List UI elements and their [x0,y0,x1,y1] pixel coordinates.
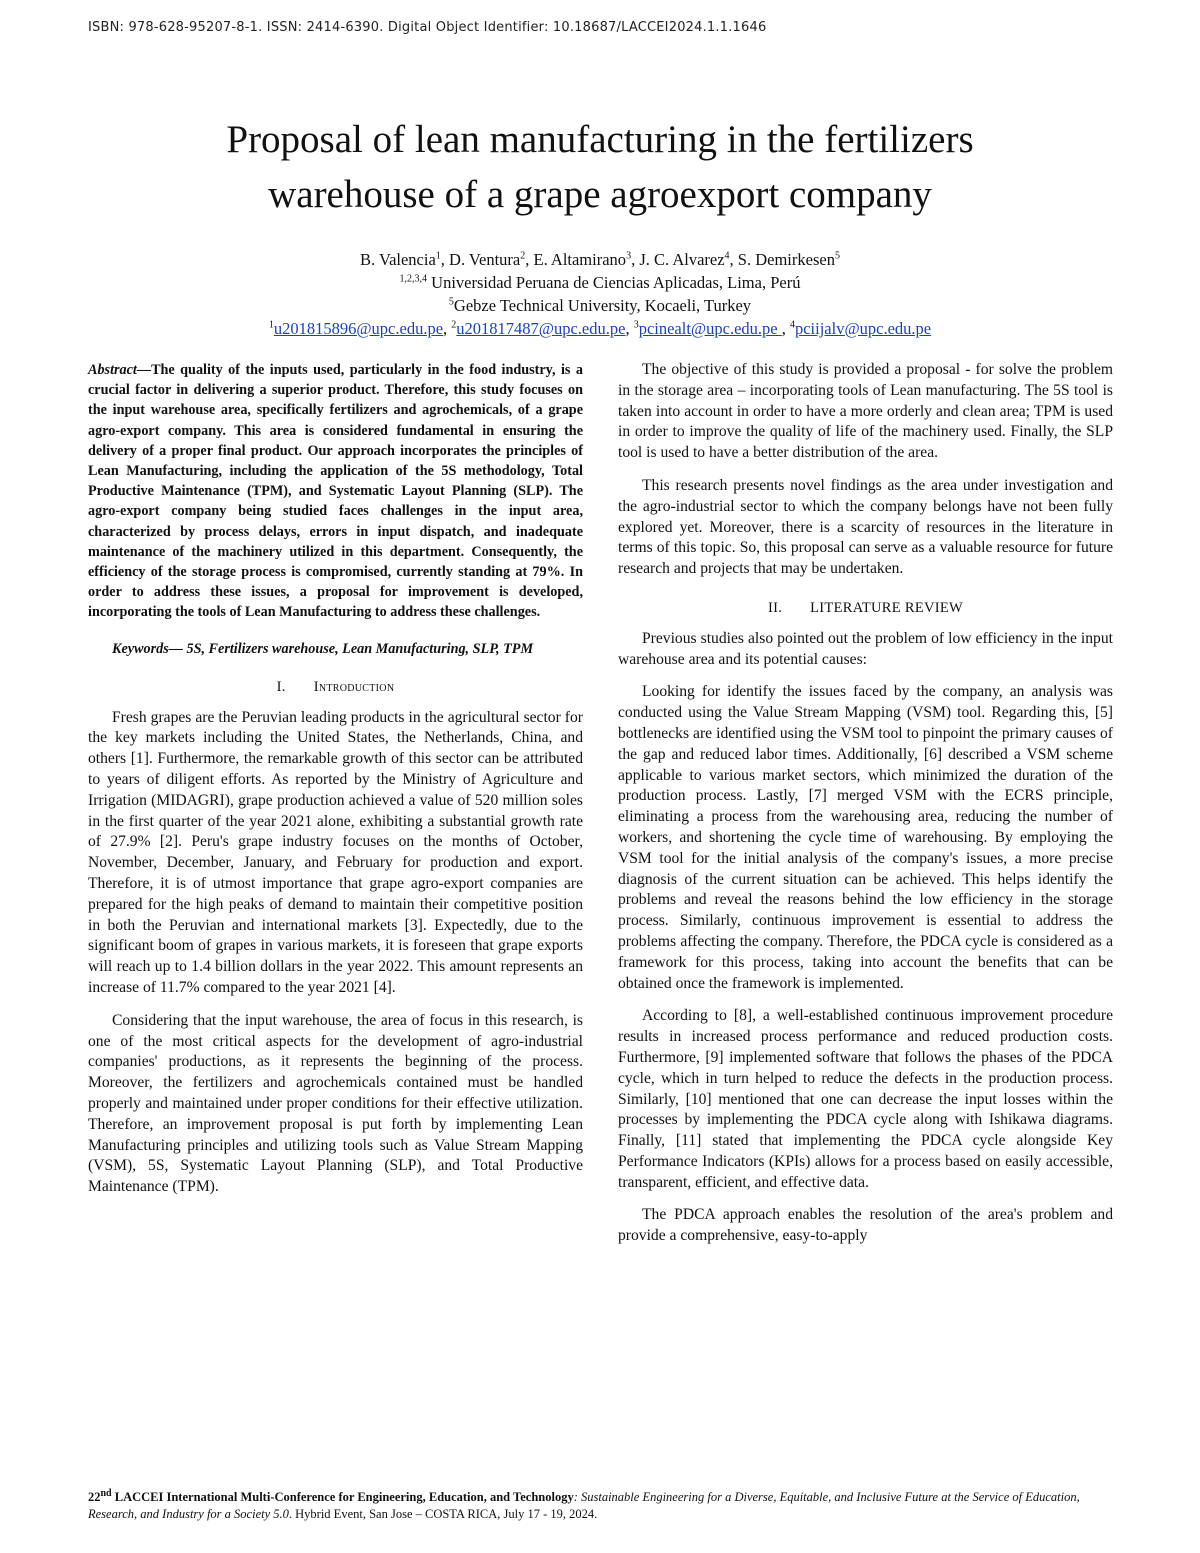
author-name: E. Altamirano [533,250,627,269]
affiliation-text: Gebze Technical University, Kocaeli, Turkey [453,296,752,315]
author-list: B. Valencia$^1$, D. Ventura$^2$, E. Altamirano$^3$, J. C. Alvarez$^4$, S. Demirkesen$^5$ [360,250,840,269]
conference-theme: : Sustainable Engineering for a Diverse, Equitable, and Inclusive Future at the Service of Education, Research, and Industry for a Society 5.0 [88,1490,1080,1521]
section-number: I. [276,678,286,695]
author-sup: 2 [520,250,526,262]
conference-ordinal-sup: nd [100,1487,112,1499]
abstract [88,360,583,623]
email-sup: 4 [789,319,795,331]
section-heading-literature-review [618,598,1113,619]
affiliation-text: Universidad Peruana de Ciencias Aplicadas, Lima, Perú [431,273,801,292]
right-column [618,360,1113,1259]
paragraph: Fresh grapes are the Peruvian leading products in the agricultural sector for the key markets including the United States, the Netherlands, China, and others [1]. Furthermore, the remarkable growth of this sector can be attributed to years of diligent efforts. As reported by the Ministry of Agriculture and Irrigation (MIDAGRI), grape production achieved a value of 520 million soles in the first quarter of the year 2021 alone, exhibiting a substantial growth rate of 27.9% [2]. Peru's grape industry focuses on the months of October, November, December, January, and February for production and export. Therefore, it is of utmost importance that grape agro-export companies are prepared for the high peaks of demand to maintain their competitive position in both the Peruvian and international markets [3]. Expectedly, due to the significant boom of grapes in various markets, it is foreseen that grape exports will reach up to 1.4 billion dollars in the year 2022. This amount represents an increase of 11.7% compared to the year 2021 [4]. [88,708,583,996]
paper-title-line-2: warehouse of a grape agroexport company [268,173,932,216]
email-link[interactable]: u201817487@upc.edu.pe [456,319,626,338]
affiliation-1 [80,271,1120,294]
author-name: D. Ventura [449,250,521,269]
conference-event: . Hybrid Event, San Jose – COSTA RICA, July 17 - 19, 2024. [288,1507,598,1521]
section-heading-introduction [88,677,583,698]
author-name: J. C. Alvarez [639,250,725,269]
paragraph: The PDCA approach enables the resolution of the area's problem and provide a comprehensive, easy-to-apply [618,1206,1113,1245]
section-title: Introduction [313,678,395,695]
paper-title [80,112,1120,222]
email-sup: 1 [268,319,274,331]
section-number: II. [767,599,783,616]
paragraph: According to [8], a well-established continuous improvement procedure results in increased process performance and reduced production costs. Furthermore, [9] implemented software that follows the phases of the PDCA cycle, which in turn helped to reduce the defects in the production process. Similarly, [10] mentioned that one can decrease the input losses within the processes by implementing the PDCA cycle along with Ishikawa diagrams. Finally, [11] stated that implementing the PDCA cycle alongside Key Performance Indicators (KPIs) allows for a process based on easily accessible, transparent, efficient, and effective data. [618,1007,1113,1191]
left-column [88,360,583,1210]
conference-footer [88,1489,1113,1523]
author-name: B. Valencia [360,250,436,269]
isbn-doi-line: ISBN: 978-628-95207-8-1. ISSN: 2414-6390. Digital Object Identifier: 10.18687/LACCEI2024.1.1.1646 [88,20,767,35]
author-sup: 5 [834,250,840,262]
paragraph: Looking for identify the issues faced by the company, an analysis was conducted using the Value Stream Mapping (VSM) tool. Regarding this, [5] bottlenecks are identified using the VSM tool to pinpoint the primary causes of the gap and reduced labor times. Additionally, [6] described a VSM scheme applicable to various market sectors, which minimized the duration of the production process. Lastly, [7] merged VSM with the ECRS principle, eliminating a process from the warehousing area, reducing the number of workers, and shortening the cycle time of warehousing. By employing the VSM tool for the initial analysis of the company's issues, a more precise diagnosis of the current situation can be achieved. This helps identify the problems and reveal the reasons behind the low efficiency in the storage process. Similarly, continuous improvement is essential to address the problems affecting the company. Therefore, the PDCA cycle is considered as a framework for this process, taking into account the benefits that can be obtained once the framework is implemented. [618,683,1113,992]
abstract-lead: Abstract [88,362,137,378]
email-link[interactable]: pcinealt@upc.edu.pe [638,319,782,338]
email-link[interactable]: pciijalv@upc.edu.pe [794,319,932,338]
email-sup: 2 [451,319,457,331]
paragraph: This research presents novel findings as the area under investigation and the agro-industrial sector to which the company belongs have not been fully explored yet. Moreover, there is a scarcity of resources in the literature in terms of this topic. So, this proposal can serve as a valuable resource for future research and projects that may be undertaken. [618,476,1113,578]
author-block [80,248,1120,340]
author-sup: 1 [435,250,441,262]
email-sup: 3 [633,319,639,331]
affiliation-2 [80,294,1120,317]
paragraph: Previous studies also pointed out the problem of low efficiency in the input warehouse area and its potential causes: [618,629,1113,668]
author-sup: 3 [626,250,632,262]
paper-title-line-1: Proposal of lean manufacturing in the fertilizers [226,118,974,161]
abstract-body: —The quality of the inputs used, particularly in the food industry, is a crucial factor in delivering a superior product. Therefore, this study focuses on the input warehouse area, specifically fertilizers and agrochemicals, of a grape agro-export company. This area is considered fundamental in ensuring the delivery of a proper final product. Our approach incorporates the principles of Lean Manufacturing, including the application of the 5S methodology, Total Productive Maintenance (TPM), and Systematic Layout Planning (SLP). The agro-export company being studied faces challenges in the input area, characterized by process delays, errors in input dispatch, and inadequate maintenance of the machinery utilized in this department. Consequently, the efficiency of the storage process is compromised, currently standing at 79%. In order to address these issues, a proposal for improvement is developed, incorporating the tools of Lean Manufacturing to address these challenges. [88,362,583,621]
author-sup: 4 [724,250,730,262]
affiliation-sup: 5 [448,296,454,308]
paragraph: The objective of this study is provided a proposal - for solve the problem in the storage area – incorporating tools of Lean manufacturing. The 5S tool is taken into account in order to have a more orderly and clean area; TPM is used in order to improve the quality of life of the machinery used. Finally, the SLP tool is used to have a better distribution of the area. [618,361,1113,462]
conference-ordinal: 22 [88,1490,101,1504]
author-name: S. Demirkesen [737,250,835,269]
section-title: LITERATURE REVIEW [810,599,964,616]
email-list: $^1$u201815896@upc.edu.pe, $^2$u201817487@upc.edu.pe, $^3$pcinealt@upc.edu.pe , $^4$pciijalv@upc.edu.pe [268,319,932,338]
paragraph: Considering that the input warehouse, the area of focus in this research, is one of the most critical aspects for the development of agro-industrial companies' productions, as it represents the beginning of the process. Moreover, the fertilizers and agrochemicals contained must be handled properly and maintained under proper conditions for their effective utilization. Therefore, an improvement proposal is put forth by implementing Lean Manufacturing principles and utilizing tools such as Value Stream Mapping (VSM), 5S, Systematic Layout Planning (SLP), and Total Productive Maintenance (TPM). [88,1011,583,1196]
conference-name: LACCEI International Multi-Conference for Engineering, Education, and Technology [111,1490,574,1504]
keywords: Keywords— 5S, Fertilizers warehouse, Lean Manufacturing, SLP, TPM [112,640,534,657]
affiliation-sup: 1,2,3,4 [399,273,428,285]
email-link[interactable]: u201815896@upc.edu.pe [273,319,444,338]
